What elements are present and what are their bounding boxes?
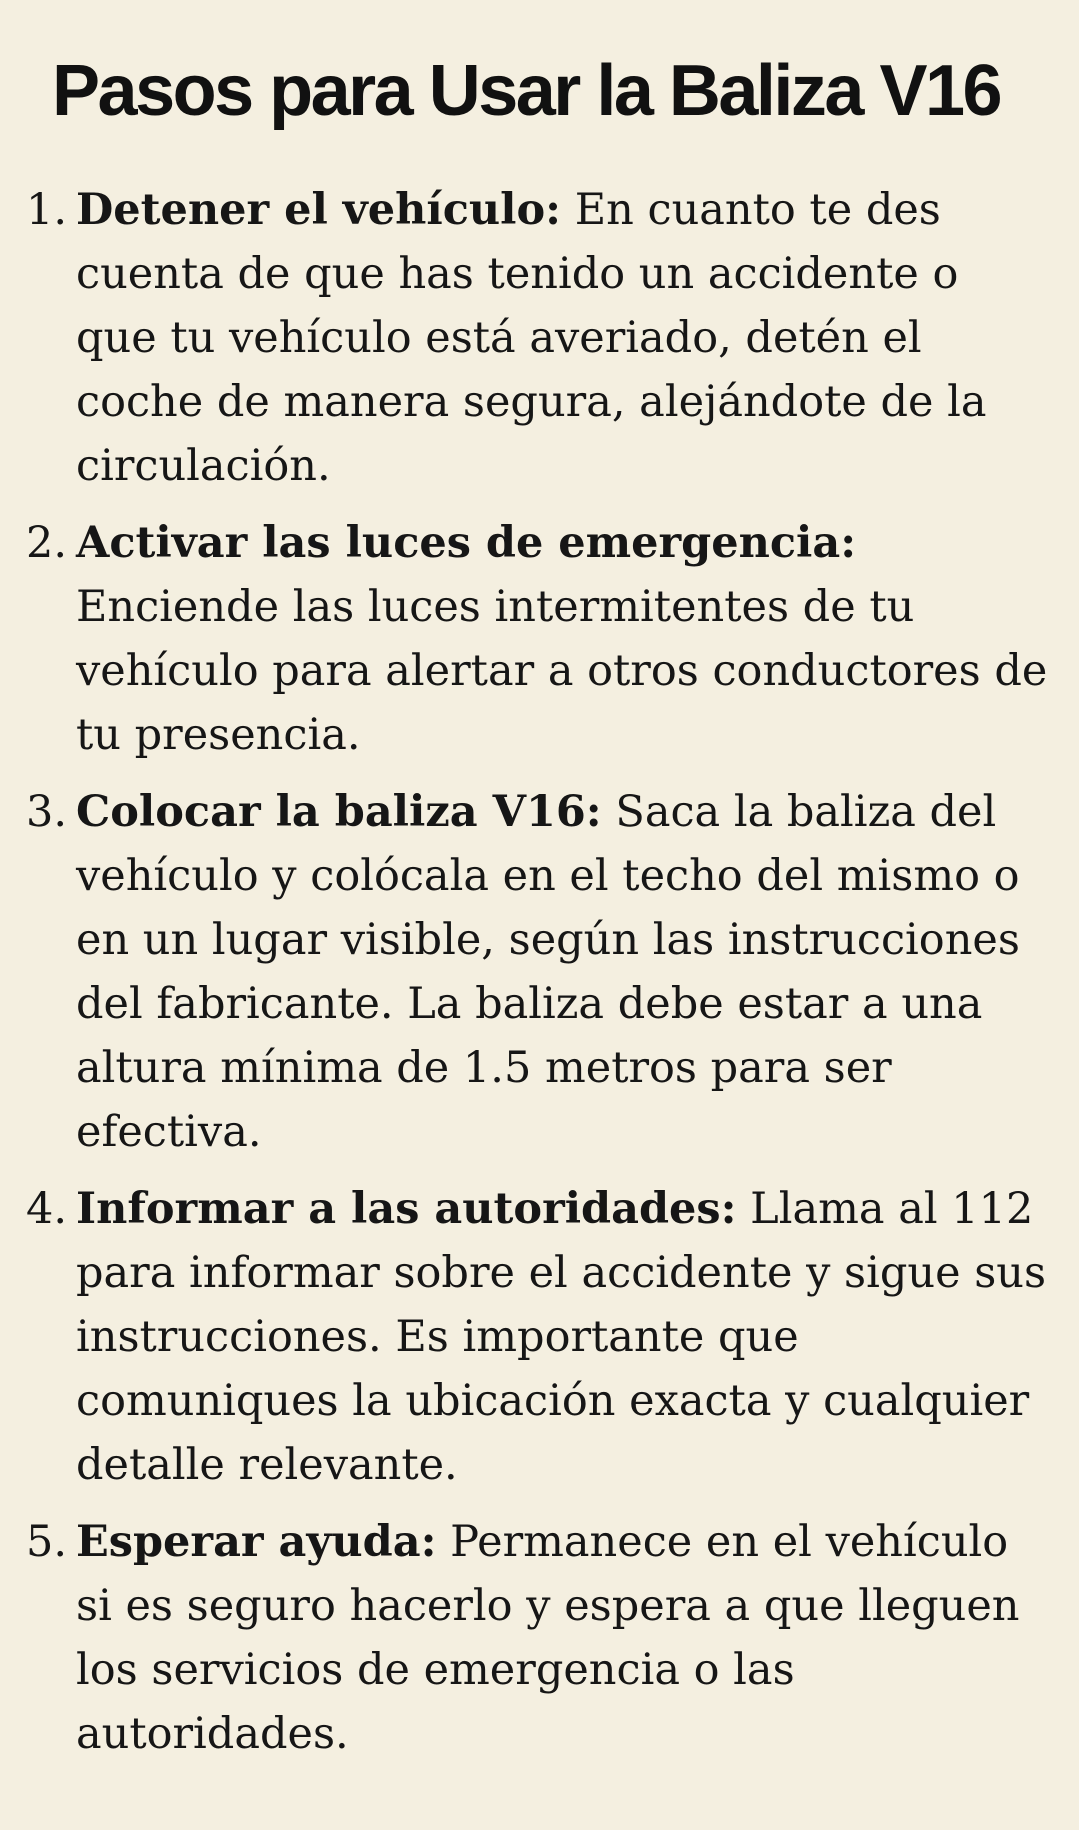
step-number: 4.	[26, 1184, 68, 1234]
page-title: Pasos para Usar la Baliza V16	[52, 51, 1001, 131]
list-item	[26, 511, 1051, 767]
step-label: Activar las luces de emergencia:	[76, 518, 857, 568]
step-number: 3.	[26, 787, 68, 837]
step-label: Colocar la baliza V16:	[76, 787, 602, 837]
step-text: Saca la baliza del vehículo y colócala en el techo del mismo o en un lugar visible, según las instrucciones del fabricante. La baliza debe estar a una altura mínima de 1.5 metros para ser efectiva.	[76, 787, 1020, 1157]
steps-list	[26, 178, 1051, 1766]
step-number: 1.	[26, 185, 68, 235]
list-item	[26, 1510, 1051, 1766]
step-number: 5.	[26, 1517, 68, 1567]
step-label: Esperar ayuda:	[76, 1517, 437, 1567]
list-item	[26, 780, 1051, 1164]
list-item	[26, 178, 1051, 498]
step-text: Llama al 112 para informar sobre el accidente y sigue sus instrucciones. Es importante que comuniques la ubicación exacta y cualquier detalle relevante.	[76, 1184, 1047, 1490]
step-text: Enciende las luces intermitentes de tu vehículo para alertar a otros conductores de tu presencia.	[76, 582, 1048, 760]
step-label: Informar a las autoridades:	[76, 1184, 737, 1234]
step-text: En cuanto te des cuenta de que has tenido un accidente o que tu vehículo está averiado, detén el coche de manera segura, alejándote de la circulación.	[76, 185, 987, 491]
step-number: 2.	[26, 518, 68, 568]
step-text: Permanece en el vehículo si es seguro hacerlo y espera a que lleguen los servicios de emergencia o las autoridades.	[76, 1517, 1020, 1759]
step-label: Detener el vehículo:	[76, 185, 562, 235]
list-item	[26, 1177, 1051, 1497]
